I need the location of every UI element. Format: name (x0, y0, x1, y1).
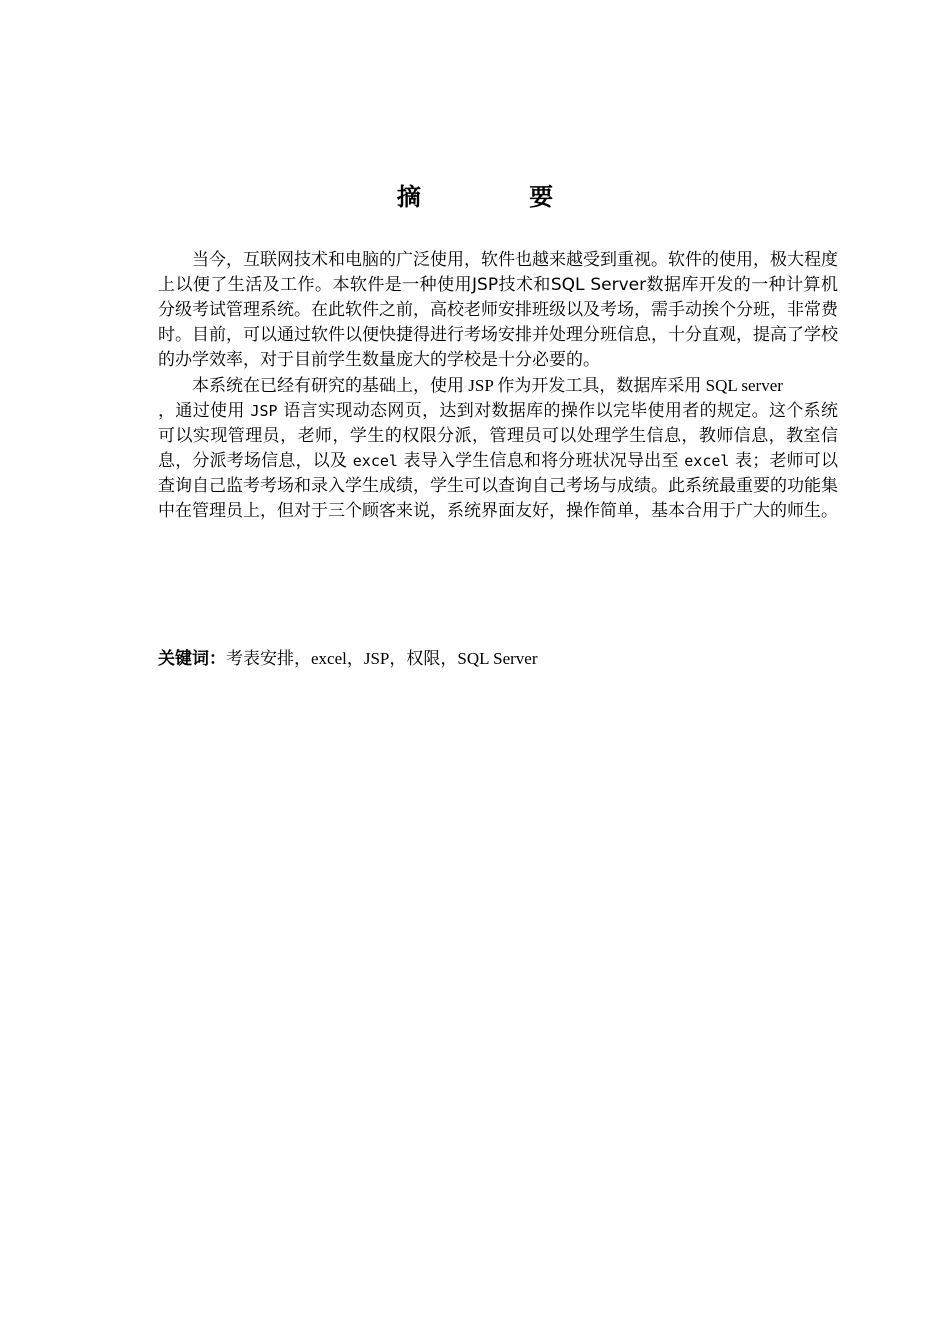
abstract-paragraph-2 (158, 373, 838, 399)
p2-text-2a: ，通过使用 (158, 401, 251, 421)
p2-jsp: JSP (250, 402, 278, 420)
p2-text-2d: 表；老师可以查询自己监考考场和录入学生成绩，学生可以查询自己考场与成绩。此系统最重要的功能集中在管理员上，但对于三个顾客来说，系统界面友好，操作简单，基本合用于广大的师生。 (158, 451, 839, 521)
abstract-paragraph-2-continued (158, 399, 838, 524)
p2-text-2b: 语言实现动态网页，达到对数据库的操作以完毕使用者的规定。这个系统可以实现管理员，老师，学生的权限分派，管理员可以处理学生信息，教师信息，教室信息，分派考场信息，以及 (158, 401, 839, 471)
p2-excel-1: excel (352, 452, 398, 470)
p1-text-2: 技术和 (498, 275, 551, 295)
p1-text-1: 当今，互联网技术和电脑的广泛使用，软件也越来越受到重视。软件的使用，极大程度上以便了生活及工作。本软件是一种使用 (158, 250, 838, 295)
p1-text-3: 数据库开发的一种计算机分级考试管理系统。在此软件之前，高校老师安排班级以及考场，需手动挨个分班，非常费时。目前，可以通过软件以便快捷得进行考场安排并处理分班信息，十分直观，提高了学校的办学效率，对于目前学生数量庞大的学校是十分必要的。 (158, 275, 839, 370)
p2-excel-2: excel (684, 452, 730, 470)
keywords-line (158, 646, 838, 672)
keywords-value: 考表安排，excel，JSP，权限，SQL Server (226, 649, 538, 668)
keywords-separator: ： (209, 649, 226, 669)
p2-text-2c: 表导入学生信息和将分班状况导出至 (397, 451, 685, 471)
keywords-label: 关键词 (158, 649, 209, 669)
p1-jsp: JSP (472, 275, 499, 295)
abstract-paragraph-1 (158, 248, 838, 373)
p1-sql-server: SQL Server (550, 275, 647, 295)
abstract-body (158, 248, 838, 524)
abstract-title: 摘 要 (396, 183, 604, 211)
p2-text-1: 本系统在已经有研究的基础上，使用 JSP 作为开发工具，数据库采用 SQL server (192, 376, 783, 395)
